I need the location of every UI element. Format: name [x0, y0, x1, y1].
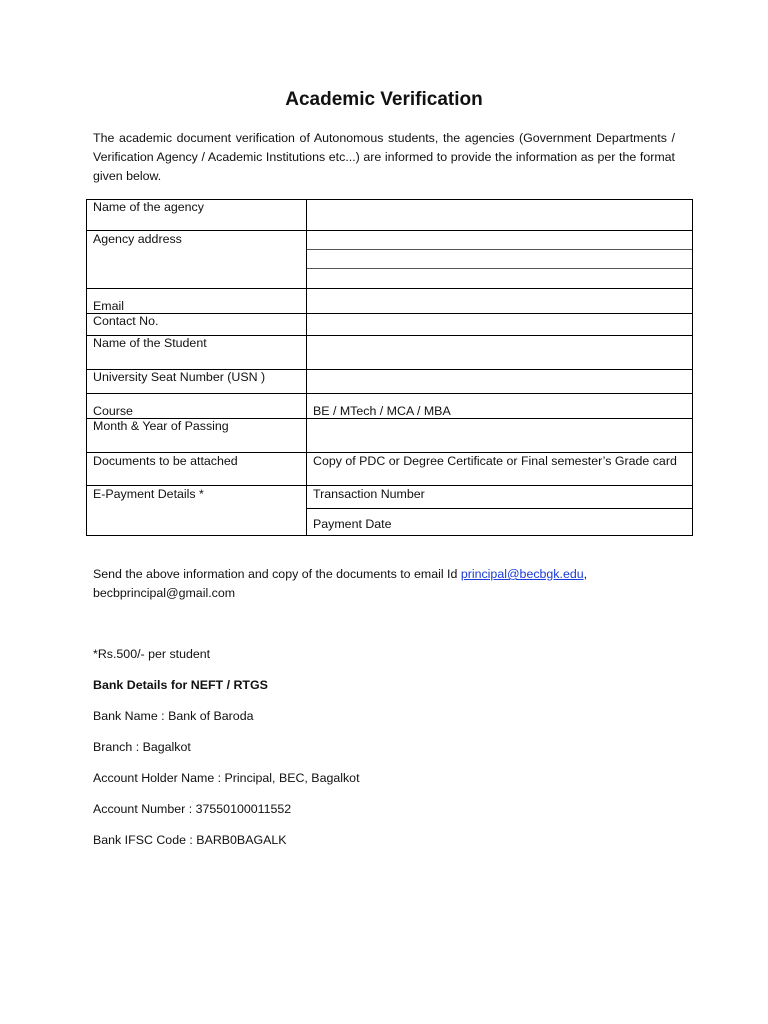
payment-label: E-Payment Details * — [87, 486, 307, 536]
address-line-2[interactable] — [307, 250, 692, 269]
payment-date-field[interactable] — [307, 509, 692, 531]
address-line-1[interactable] — [307, 231, 692, 250]
student-name-label: Name of the Student — [87, 336, 307, 370]
principal-email-link[interactable]: principal@becbgk.edu — [460, 567, 584, 581]
intro-paragraph: The academic document verification of Autonomous students, the agencies (Government Departments / Verification Agency / Academic Institutions etc...) are informed to provide the information as per the format given below. — [93, 131, 675, 183]
payment-date-label: Payment Date — [313, 517, 392, 531]
table-row — [87, 394, 693, 419]
bank-name: Bank Name : Bank of Baroda — [93, 709, 254, 723]
table-row — [87, 453, 693, 486]
table-row — [87, 486, 693, 536]
usn-field[interactable] — [307, 370, 693, 394]
contact-label: Contact No. — [87, 314, 307, 336]
bank-details-heading: Bank Details for NEFT / RTGS — [93, 678, 268, 692]
email-field[interactable] — [307, 289, 693, 314]
documents-value: Copy of PDC or Degree Certificate or Final semester’s Grade card — [307, 453, 693, 486]
table-row — [87, 314, 693, 336]
passing-field[interactable] — [307, 419, 693, 453]
alternate-email: becbprincipal@gmail.com — [93, 586, 236, 600]
fee-note: *Rs.500/- per student — [93, 647, 211, 661]
agency-name-field[interactable] — [307, 200, 693, 231]
agency-address-field[interactable] — [307, 231, 693, 289]
agency-name-label: Name of the agency — [87, 200, 307, 231]
ifsc-code: Bank IFSC Code : BARB0BAGALK — [93, 833, 287, 847]
table-row — [87, 231, 693, 289]
table-row — [87, 200, 693, 231]
student-name-field[interactable] — [307, 336, 693, 370]
passing-label: Month & Year of Passing — [87, 419, 307, 453]
documents-label: Documents to be attached — [87, 453, 307, 486]
usn-label: University Seat Number (USN ) — [87, 370, 307, 394]
table-row — [87, 289, 693, 314]
payment-details — [307, 486, 693, 536]
submission-instructions — [93, 565, 693, 603]
email-label: Email — [87, 289, 307, 314]
instructions-text: Send the above information and copy of the documents to email Id — [93, 567, 461, 581]
table-row — [87, 336, 693, 370]
table-row — [87, 419, 693, 453]
table-row — [87, 370, 693, 394]
course-label: Course — [87, 394, 307, 419]
account-holder: Account Holder Name : Principal, BEC, Bagalkot — [93, 771, 360, 785]
agency-address-label: Agency address — [87, 231, 307, 289]
transaction-number-label: Transaction Number — [313, 487, 425, 501]
course-value: BE / MTech / MCA / MBA — [307, 394, 693, 419]
account-number: Account Number : 37550100011552 — [93, 802, 292, 816]
contact-field[interactable] — [307, 314, 693, 336]
verification-form-table — [86, 199, 693, 536]
page-title: Academic Verification — [285, 89, 483, 110]
email-separator: , — [583, 567, 588, 581]
bank-branch: Branch : Bagalkot — [93, 740, 191, 754]
transaction-number-field[interactable] — [307, 486, 692, 509]
